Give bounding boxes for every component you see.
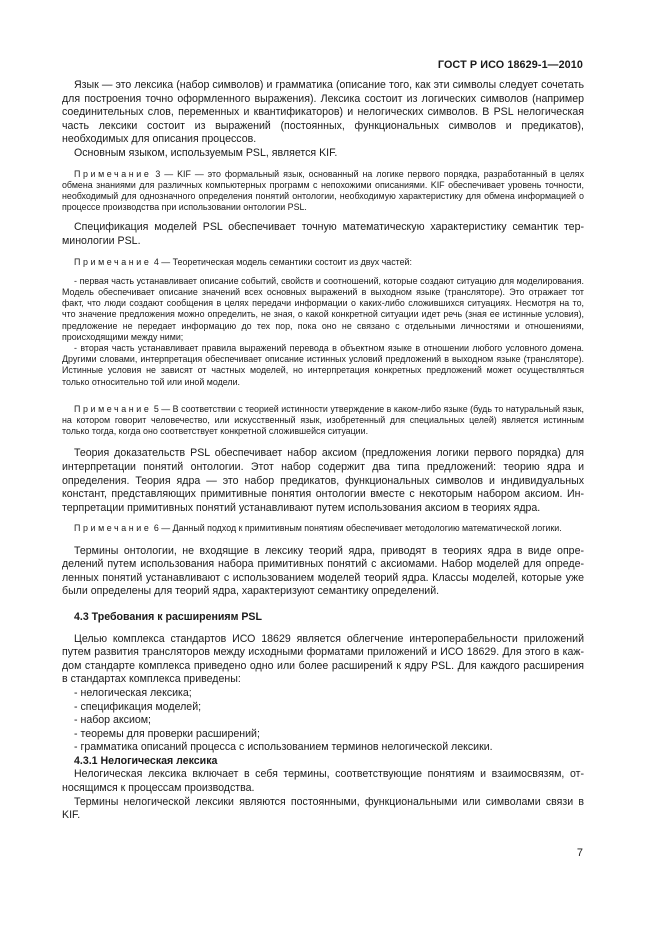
list-item: - теоремы для проверки расширений; [62, 728, 584, 742]
paragraph: Нелогическая лексика включает в себя термины, соответствующие понятиям и взаимосвязям, относящимся к процессам производства. [62, 768, 584, 795]
section-heading-4-3-1: 4.3.1 Нелогическая лексика [74, 754, 218, 767]
note-6 [62, 523, 584, 534]
list-item: - нелогическая лексика; [62, 687, 584, 701]
list-item: - набор аксиом; [62, 714, 584, 728]
paragraph: Термины нелогической лексики являются постоянными, функциональными или символами связи в KIF. [62, 795, 584, 822]
note-label: Примечание [74, 523, 152, 534]
section-heading-4-3: 4.3 Требования к расширениям PSL [74, 610, 262, 623]
note-text: 6 — Данный подход к примитивным понятиям обеспечивает методологию математической логики. [153, 523, 562, 534]
extension-requirements-list [62, 687, 584, 755]
note-text: 3 — KIF — это формальный язык, основанный на логике первого порядка, разработанный в целях обмена знаниями для различных компьютерных программ с непохожими описаниями. KIF обеспечивает уровень точности, необходимый для однозначного определения понятий онтологии, необходимую характеристику для обмена информацией о процессе производства при использовании онтологии PSL. [62, 168, 585, 213]
note-5 [62, 404, 584, 438]
note-text: 4 — Теоретическая модель семантики состоит из двух частей: [153, 256, 412, 267]
note-label: Примечание [74, 403, 152, 414]
note-label: Примечание [74, 256, 152, 267]
paragraph: Основным языком, используемым PSL, является KIF. [74, 146, 338, 159]
document-header: ГОСТ Р ИСО 18629-1—2010 [437, 59, 583, 71]
note-3 [62, 169, 584, 214]
paragraph: Спецификация моделей PSL обеспечивает точную математическую характеристику семантик терминологии PSL. [62, 221, 584, 247]
note-text: 5 — В соответствии с теорией истинности утверждение в каком-либо языке (будь то натуральный язык, на котором говорит человечество, или искусственный язык, изобретенный для специальных целей) является истинным только тогда, когда оно соответствует конкретной сложившейся ситуации. [62, 403, 584, 437]
note-4 [62, 257, 584, 268]
list-item: - грамматика описаний процесса с использованием терминов нелогической лексики. [62, 741, 584, 755]
paragraph: Язык — это лексика (набор символов) и грамматика (описание того, как эти символы следует сочетать для построения точно оформленного выражения). Лексика состоит из логических символов (например соединительных слов, переменных и квантификаторов) и нелогических символов. В PSL нелогическая часть лексики состоит из выражений (постоянных, функциональных символов и предикатов), необходимых для описания процессов. [62, 79, 584, 146]
paragraph: Целью комплекса стандартов ИСО 18629 является облегчение интероперабельности приложений путем развития трансляторов между исходными форматами приложений и ИСО 18629. Для этого в каждом стандарте комплекса приведено одно или более расширений к ядру PSL. Для каждого расширения в стандартах комплекса приведены: [62, 632, 584, 686]
note-4-item-1: - первая часть устанавливает описание событий, свойств и соотношений, которые создают ситуацию для моделирования. Модель обеспечивает описание значений всех основных выражений в выходном языке (трансляторе). Это отражает тот факт, что люди создают сообщения в целях передачи информации о каких-либо сложившихся ситуациях. Несмотря на то, что значение предложения можно определить, не зная, о какой конкретной ситуации идет речь (зная ее истинные условия), предложение не передает информацию до тех пор, пока оно не связано с отдельными личностями и отношениями, происходящими между ними; [62, 275, 584, 342]
page-number: 7 [576, 847, 583, 859]
paragraph: Термины онтологии, не входящие в лексику теорий ядра, приводят в теориях ядра в виде определений путем использования набора примитивных понятий с аксиомами. Набор моделей для определенных понятий устанавливают с использованием моделей теорий ядра. Классы моделей, которые уже были определены для теорий ядра, характеризуют семантику определений. [62, 544, 584, 598]
note-4-item-2: - вторая часть устанавливает правила выражений перевода в объектном языке в отношении любого условного домена. Другими словами, интерпретация обеспечивает описание истинных условий предложений в выходном языке (трансляторе). Истинные условия не зависят от частных моделей, но интерпретация конкретных предложений может осуществляться только относительно той или иной модели. [62, 342, 584, 387]
list-item: - спецификация моделей; [62, 701, 584, 715]
document-body [62, 79, 584, 823]
paragraph: Теория доказательств PSL обеспечивает набор аксиом (предложения логики первого порядка) для интерпретации понятий онтологии. Этот набор содержит два типа предложений: теорию ядра и определения. Теория ядра — это набор предикатов, функциональных символов и индивидуальных констант, представляющих примитивные понятия онтологии вместе с некоторым набором аксиом. Интерпретации примитивных понятий устанавливают путем использования аксиом в теориях ядра. [62, 447, 584, 514]
note-label: Примечание [74, 168, 152, 179]
